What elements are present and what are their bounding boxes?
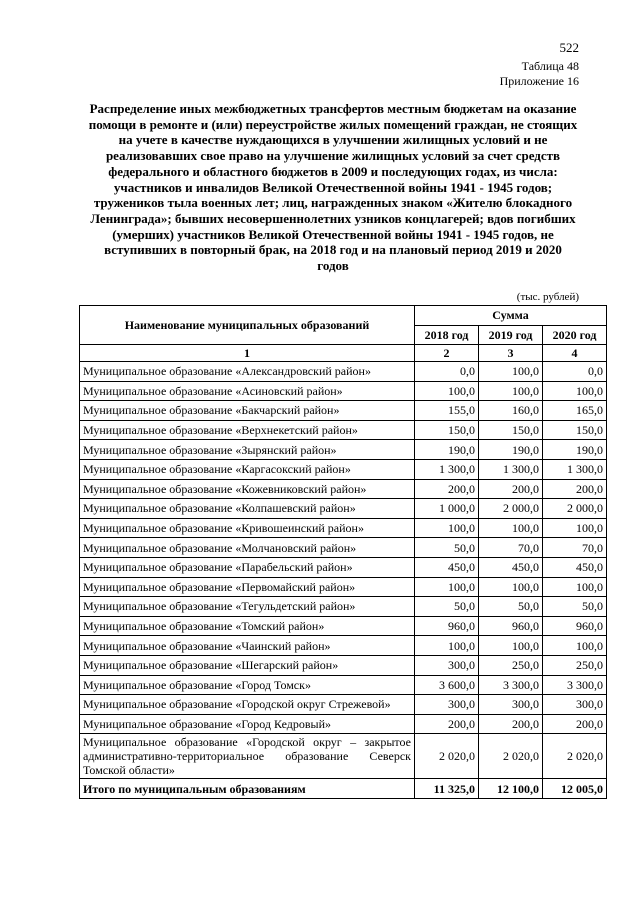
units-label: (тыс. рублей)	[516, 291, 579, 303]
municipality-name: Муниципальное образование «Парабельский район»	[80, 557, 415, 577]
value-2018: 50,0	[415, 597, 479, 617]
value-2018: 200,0	[415, 479, 479, 499]
municipality-name: Муниципальное образование «Томский район»	[80, 616, 415, 636]
table-row	[80, 616, 607, 636]
column-number: 2	[415, 345, 479, 362]
table-row	[80, 714, 607, 734]
value-2019: 190,0	[479, 440, 543, 460]
value-2019: 160,0	[479, 401, 543, 421]
total-label: Итого по муниципальным образованиям	[80, 779, 415, 799]
value-2018: 50,0	[415, 538, 479, 558]
value-2020: 2 020,0	[543, 734, 607, 779]
municipality-name: Муниципальное образование «Кожевниковский район»	[80, 479, 415, 499]
value-2018: 100,0	[415, 518, 479, 538]
total-row	[80, 779, 607, 799]
table-header-row	[80, 306, 607, 326]
municipality-name: Муниципальное образование «Тегульдетский район»	[80, 597, 415, 617]
transfers-table	[79, 305, 607, 799]
value-2020: 50,0	[543, 597, 607, 617]
table-row	[80, 440, 607, 460]
municipality-name: Муниципальное образование «Городской округ – закрытое административно-территориальное образование Северск Томской области»	[80, 734, 415, 779]
value-2018: 0,0	[415, 362, 479, 382]
column-number: 1	[80, 345, 415, 362]
column-numbers-row	[80, 345, 607, 362]
table-row	[80, 362, 607, 382]
value-2019: 100,0	[479, 636, 543, 656]
municipality-name: Муниципальное образование «Зырянский район»	[80, 440, 415, 460]
sum-column-header: Сумма	[415, 306, 607, 326]
table-row	[80, 381, 607, 401]
value-2019: 50,0	[479, 597, 543, 617]
municipality-name: Муниципальное образование «Колпашевский район»	[80, 499, 415, 519]
value-2018: 200,0	[415, 714, 479, 734]
year-2019-header: 2019 год	[479, 325, 543, 345]
table-row	[80, 734, 607, 779]
value-2020: 200,0	[543, 479, 607, 499]
municipality-name: Муниципальное образование «Город Томск»	[80, 675, 415, 695]
document-title: Распределение иных межбюджетных трансфертов местным бюджетам на оказание помощи в ремонте и (или) переустройстве жилых помещений граждан, не стоящих на учете в качестве нуждающихся в улучшении жилищных условий и не реализовавших свое право на улучшение жилищных условий за счет средств федерального и областного бюджетов в 2009 и последующих годах, из числа: участников и инвалидов Великой Отечественной войны 1941 - 1945 годов; тружеников тыла военных лет; лиц, награжденных знаком «Жителю блокадного Ленинграда»; бывших несовершеннолетних узников концлагерей; вдов погибших (умерших) участников Великой Отечественной войны 1941 - 1945 годов, не вступивших в повторный брак, на 2018 год и на плановый период 2019 и 2020 годов	[88, 101, 578, 274]
value-2020: 300,0	[543, 695, 607, 715]
value-2020: 100,0	[543, 577, 607, 597]
column-number: 3	[479, 345, 543, 362]
total-2020: 12 005,0	[543, 779, 607, 799]
value-2018: 100,0	[415, 636, 479, 656]
municipality-name: Муниципальное образование «Шегарский район»	[80, 655, 415, 675]
value-2018: 1 000,0	[415, 499, 479, 519]
value-2019: 1 300,0	[479, 459, 543, 479]
value-2020: 2 000,0	[543, 499, 607, 519]
year-2020-header: 2020 год	[543, 325, 607, 345]
value-2019: 200,0	[479, 479, 543, 499]
value-2020: 100,0	[543, 381, 607, 401]
value-2020: 165,0	[543, 401, 607, 421]
value-2018: 100,0	[415, 381, 479, 401]
value-2018: 2 020,0	[415, 734, 479, 779]
table-row	[80, 557, 607, 577]
municipality-name: Муниципальное образование «Каргасокский район»	[80, 459, 415, 479]
municipality-name: Муниципальное образование «Асиновский район»	[80, 381, 415, 401]
value-2018: 190,0	[415, 440, 479, 460]
value-2020: 0,0	[543, 362, 607, 382]
table-row	[80, 597, 607, 617]
municipality-name: Муниципальное образование «Верхнекетский район»	[80, 420, 415, 440]
value-2018: 960,0	[415, 616, 479, 636]
value-2019: 100,0	[479, 362, 543, 382]
value-2019: 2 000,0	[479, 499, 543, 519]
value-2019: 100,0	[479, 518, 543, 538]
value-2019: 300,0	[479, 695, 543, 715]
value-2018: 1 300,0	[415, 459, 479, 479]
appendix-reference: Приложение 16	[499, 74, 579, 88]
value-2019: 150,0	[479, 420, 543, 440]
value-2020: 250,0	[543, 655, 607, 675]
municipality-name: Муниципальное образование «Город Кедровый»	[80, 714, 415, 734]
value-2018: 100,0	[415, 577, 479, 597]
value-2020: 190,0	[543, 440, 607, 460]
table-row	[80, 479, 607, 499]
value-2019: 3 300,0	[479, 675, 543, 695]
value-2018: 450,0	[415, 557, 479, 577]
value-2019: 250,0	[479, 655, 543, 675]
value-2020: 150,0	[543, 420, 607, 440]
table-row	[80, 636, 607, 656]
total-2018: 11 325,0	[415, 779, 479, 799]
value-2020: 70,0	[543, 538, 607, 558]
value-2018: 155,0	[415, 401, 479, 421]
municipality-name: Муниципальное образование «Первомайский район»	[80, 577, 415, 597]
municipality-column-header: Наименование муниципальных образований	[80, 306, 415, 345]
value-2019: 70,0	[479, 538, 543, 558]
municipality-name: Муниципальное образование «Бакчарский район»	[80, 401, 415, 421]
value-2020: 3 300,0	[543, 675, 607, 695]
table-row	[80, 577, 607, 597]
value-2018: 150,0	[415, 420, 479, 440]
value-2020: 100,0	[543, 518, 607, 538]
table-row	[80, 499, 607, 519]
table-row	[80, 420, 607, 440]
table-reference: Таблица 48	[521, 59, 579, 73]
value-2019: 2 020,0	[479, 734, 543, 779]
value-2018: 300,0	[415, 695, 479, 715]
year-2018-header: 2018 год	[415, 325, 479, 345]
value-2019: 200,0	[479, 714, 543, 734]
municipality-name: Муниципальное образование «Молчановский район»	[80, 538, 415, 558]
table-row	[80, 518, 607, 538]
table-row	[80, 695, 607, 715]
value-2018: 300,0	[415, 655, 479, 675]
page-number: 522	[559, 40, 579, 55]
table-row	[80, 538, 607, 558]
municipality-name: Муниципальное образование «Александровский район»	[80, 362, 415, 382]
value-2018: 3 600,0	[415, 675, 479, 695]
table-row	[80, 401, 607, 421]
value-2020: 1 300,0	[543, 459, 607, 479]
table-row	[80, 675, 607, 695]
value-2020: 450,0	[543, 557, 607, 577]
value-2020: 100,0	[543, 636, 607, 656]
value-2020: 960,0	[543, 616, 607, 636]
value-2019: 450,0	[479, 557, 543, 577]
table-row	[80, 459, 607, 479]
municipality-name: Муниципальное образование «Городской округ Стрежевой»	[80, 695, 415, 715]
column-number: 4	[543, 345, 607, 362]
value-2019: 100,0	[479, 577, 543, 597]
total-2019: 12 100,0	[479, 779, 543, 799]
municipality-name: Муниципальное образование «Чаинский район»	[80, 636, 415, 656]
value-2019: 960,0	[479, 616, 543, 636]
value-2019: 100,0	[479, 381, 543, 401]
table-row	[80, 655, 607, 675]
municipality-name: Муниципальное образование «Кривошеинский район»	[80, 518, 415, 538]
value-2020: 200,0	[543, 714, 607, 734]
